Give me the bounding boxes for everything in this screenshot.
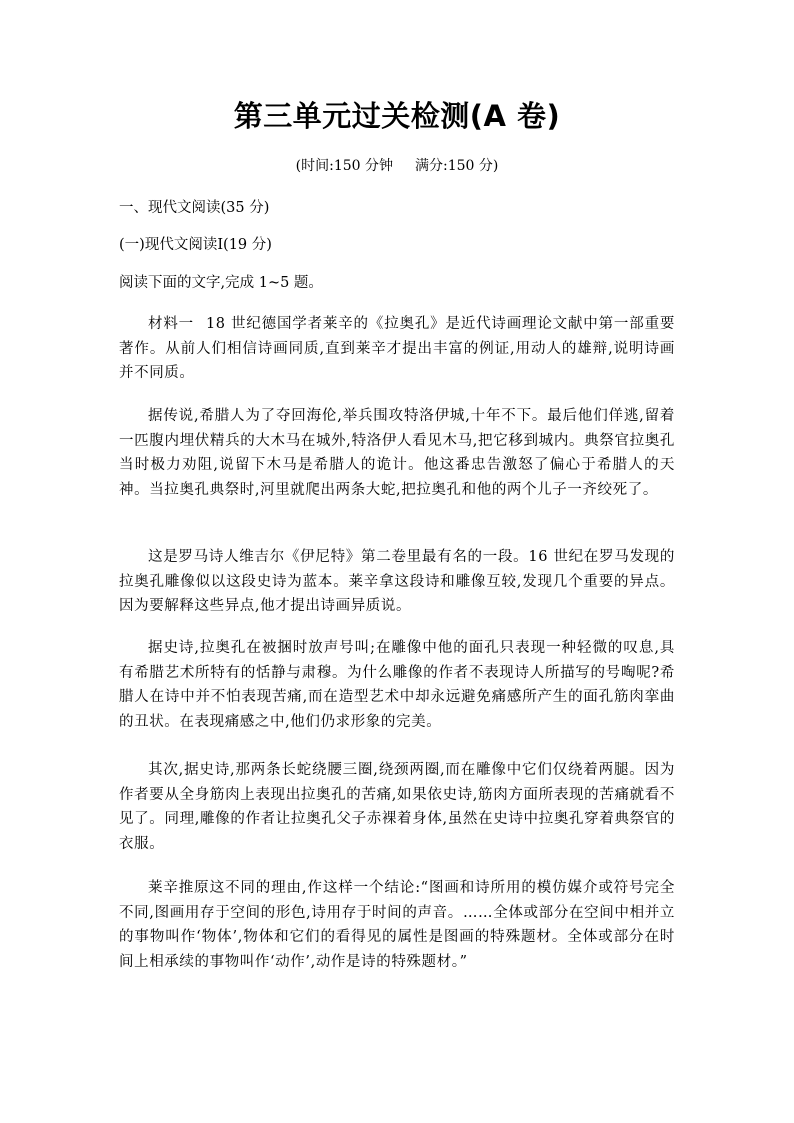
- page-title: 第三单元过关检测(A 卷): [233, 99, 561, 133]
- paragraph-1-text: 18 世纪德国学者莱辛的《拉奥孔》是近代诗画理论文献中第一部重要著作。从前人们相信诗画同质,直到莱辛才提出丰富的例证,用动人的雄辩,说明诗画并不同质。: [119, 316, 675, 381]
- instruction-text: 阅读下面的文字,完成 1~5 题。: [119, 275, 323, 291]
- paragraph-6: 莱辛推原这不同的理由,作这样一个结论:“图画和诗所用的模仿媒介或符号完全不同,图画用存于空间的形色,诗用存于时间的声音。……全体或部分在空间中相并立的事物叫作‘物体’,物体和它们的看得见的属性是图画的特殊题材。全体或部分在时间上相承续的事物叫作‘动作’,动作是诗的特殊题材。”: [119, 880, 675, 970]
- full-score: 满分:150 分): [415, 158, 499, 174]
- paragraph-2: 据传说,希腊人为了夺回海伦,举兵围攻特洛伊城,十年不下。最后他们佯逃,留着一匹腹内埋伏精兵的大木马在城外,特洛伊人看见木马,把它移到城内。典祭官拉奥孔当时极力劝阻,说留下木马是希腊人的诡计。他这番忠告激怒了偏心于希腊人的天神。当拉奥孔典祭时,河里就爬出两条大蛇,把拉奥孔和他的两个儿子一齐绞死了。: [119, 408, 675, 498]
- paragraph-3: 这是罗马诗人维吉尔《伊尼特》第二卷里最有名的一段。16 世纪在罗马发现的拉奥孔雕像似以这段史诗为蓝本。莱辛拿这段诗和雕像互较,发现几个重要的异点。因为要解释这些异点,他才提出诗画异质说。: [119, 549, 675, 614]
- material-label: 材料一: [148, 316, 194, 332]
- exam-meta: [0, 155, 794, 177]
- paragraph-1: [119, 312, 675, 386]
- paragraph-4: 据史诗,拉奥孔在被捆时放声号叫;在雕像中他的面孔只表现一种轻微的叹息,具有希腊艺术所特有的恬静与肃穆。为什么雕像的作者不表现诗人所描写的号啕呢?希腊人在诗中并不怕表现苦痛,而在造型艺术中却永远避免痛感所产生的面孔筋肉挛曲的丑状。在表现痛感之中,他们仍求形象的完美。: [119, 640, 675, 730]
- time-limit: (时间:150 分钟: [295, 158, 393, 174]
- section-heading: 一、现代文阅读(35 分): [119, 200, 270, 216]
- subsection-heading: (一)现代文阅读Ⅰ(19 分): [119, 237, 272, 253]
- paragraph-5: 其次,据史诗,那两条长蛇绕腰三圈,绕颈两圈,而在雕像中它们仅绕着两腿。因为作者要从全身筋肉上表现出拉奥孔的苦痛,如果依史诗,筋肉方面所表现的苦痛就看不见了。同理,雕像的作者让拉奥孔父子赤裸着身体,虽然在史诗中拉奥孔穿着典祭官的衣服。: [119, 762, 675, 852]
